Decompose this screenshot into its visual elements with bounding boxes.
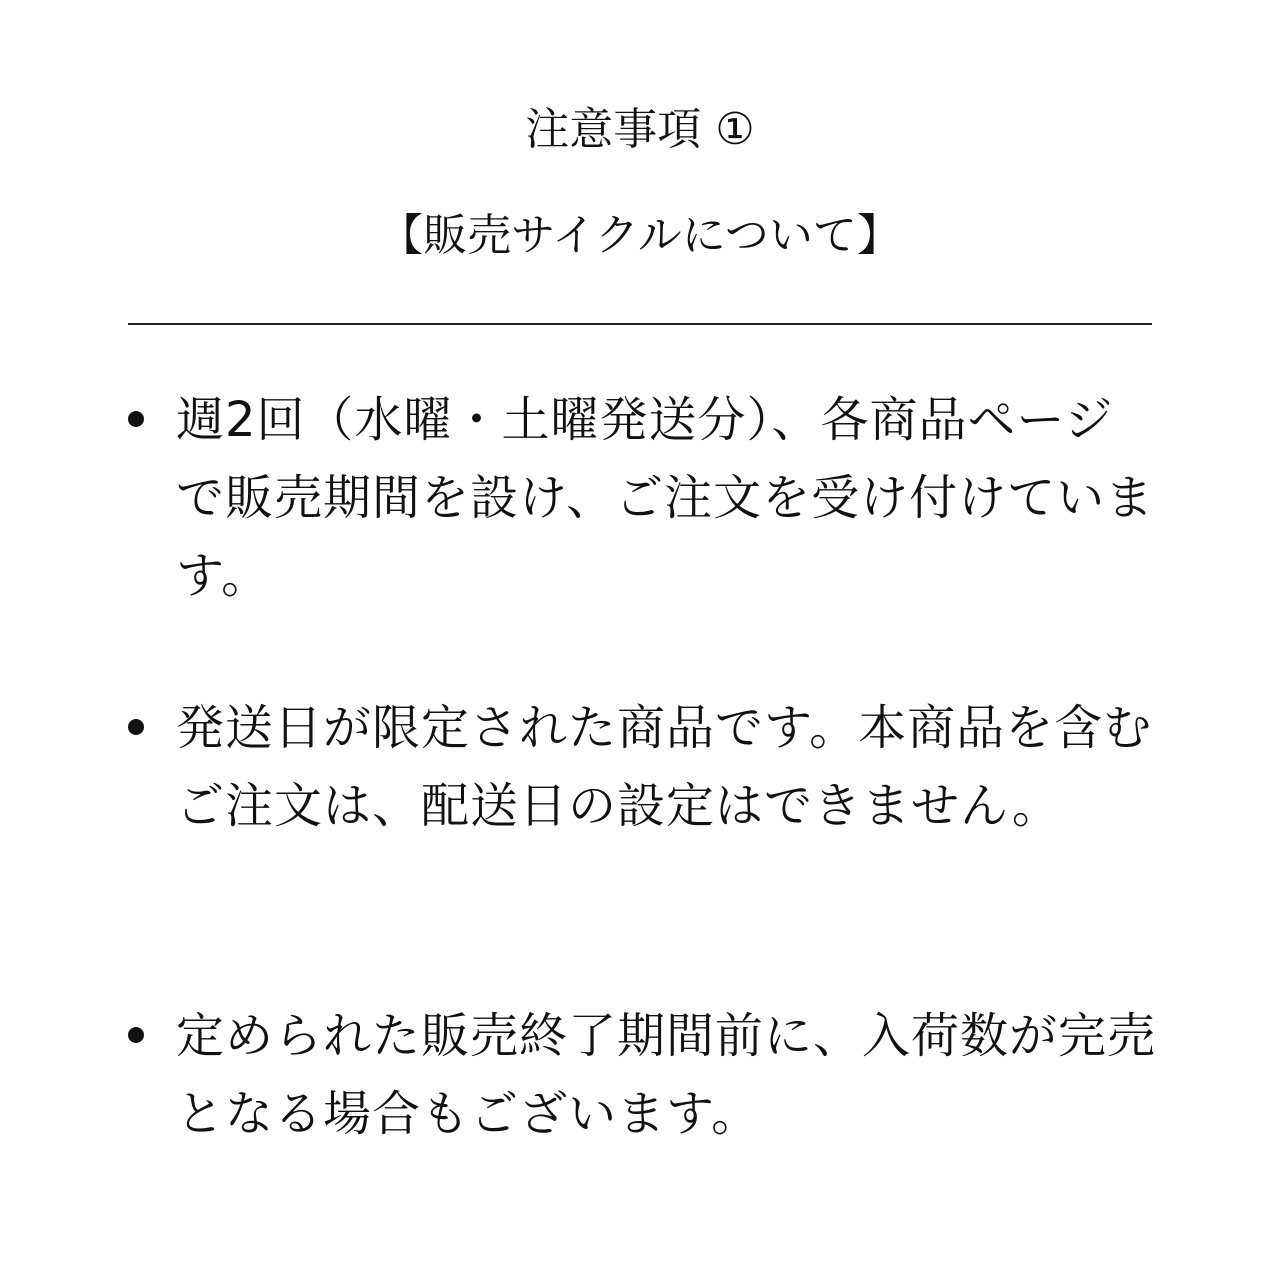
bullet-icon — [128, 1027, 144, 1043]
bullet-icon — [128, 411, 144, 427]
bullet-icon — [128, 719, 144, 735]
note-text: 定められた販売終了期間前に、入荷数が完売となる場合もございます。 — [176, 1008, 1157, 1142]
note-text: 週2回（水曜・土曜発送分）、各商品ページで販売期間を設け、ご注文を受け付けています。 — [176, 392, 1155, 604]
divider — [128, 323, 1152, 325]
note-text: 発送日が限定された商品です。本商品を含むご注文は、配送日の設定はできません。 — [176, 700, 1153, 834]
section-title: 【販売サイクルについて】 — [379, 210, 901, 261]
page-title: 注意事項 ① — [525, 104, 755, 155]
